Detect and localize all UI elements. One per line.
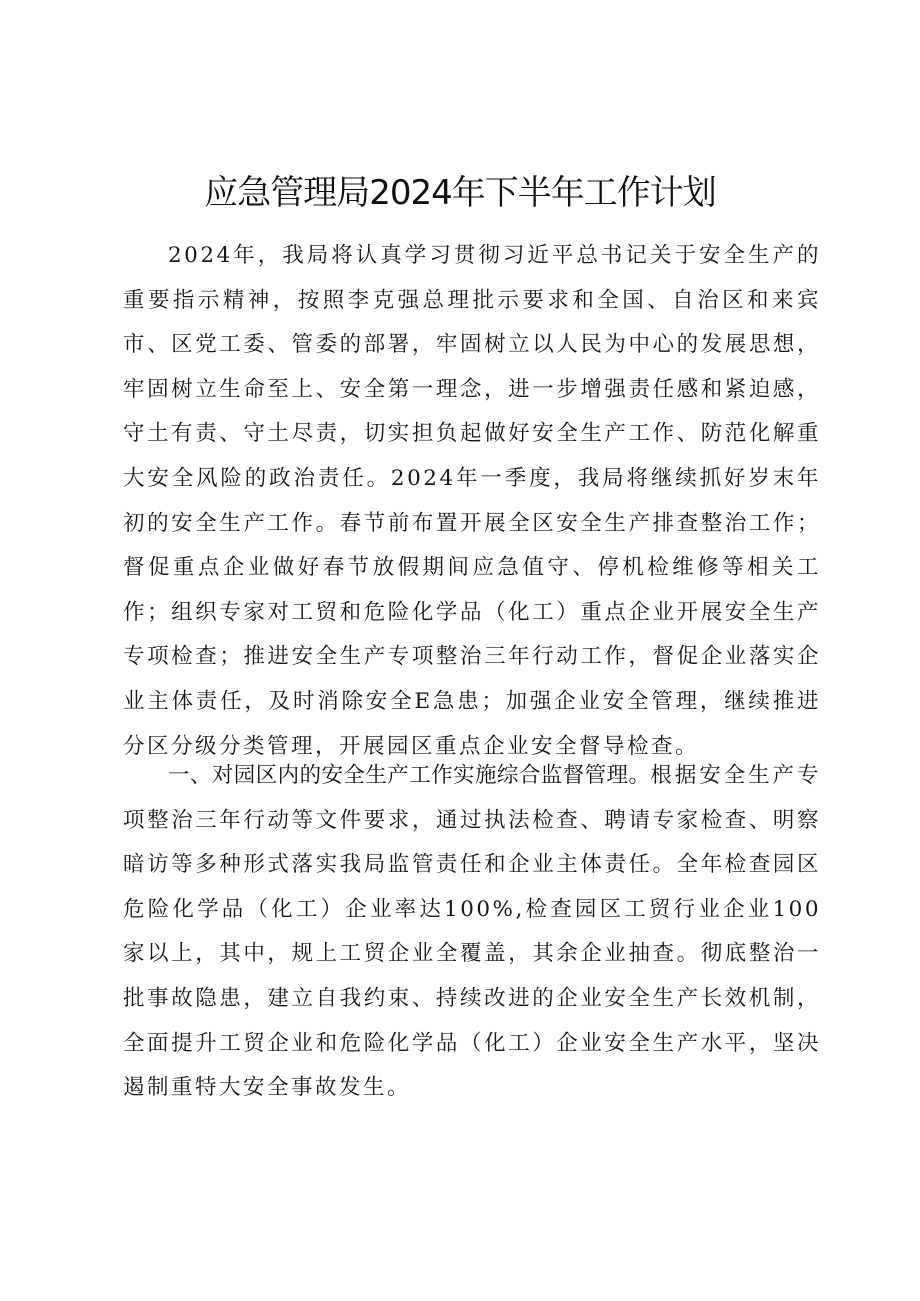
document-title: 应急管理局2024年下半年工作计划 bbox=[204, 173, 716, 213]
intro-paragraph: 2024年，我局将认真学习贯彻习近平总书记关于安全生产的重要指示精神，按照李克强总理批示要求和全国、自治区和来宾市、区党工委、管委的部署，牢固树立以人民为中心的发展思想，牢固树立生命至上、安全第一理念，进一步增强责任感和紧迫感，守土有责、守土尽责，切实担负起做好安全生产工作、防范化解重大安全风险的政治责任。2024年一季度，我局将继续抓好岁末年初的安全生产工作。春节前布置开展全区安全生产排查整治工作；督促重点企业做好春节放假期间应急值守、停机检维修等相关工作；组织专家对工贸和危险化学品（化工）重点企业开展安全生产专项检查；推进安全生产专项整治三年行动工作，督促企业落实企业主体责任，及时消除安全E急患；加强企业安全管理，继续推进分区分级分类管理，开展园区重点企业安全督导检查。 bbox=[123, 243, 821, 759]
section-one-paragraph bbox=[123, 754, 821, 1111]
section-one-heading: 一、对园区内的安全生产工作实施综合监督管理。 bbox=[168, 763, 651, 788]
section-one-body: 根据安全生产专项整治三年行动等文件要求，通过执法检查、聘请专家检查、明察暗访等多种形式落实我局监管责任和企业主体责任。全年检查园区危险化学品（化工）企业率达100%,检查园区工贸行业企业100家以上，其中，规上工贸企业全覆盖，其余企业抽查。彻底整治一批事故隐患，建立自我约束、持续改进的企业安全生产长效机制，全面提升工贸企业和危险化学品（化工）企业安全生产水平，坚决遏制重特大安全事故发生。 bbox=[123, 763, 821, 1101]
